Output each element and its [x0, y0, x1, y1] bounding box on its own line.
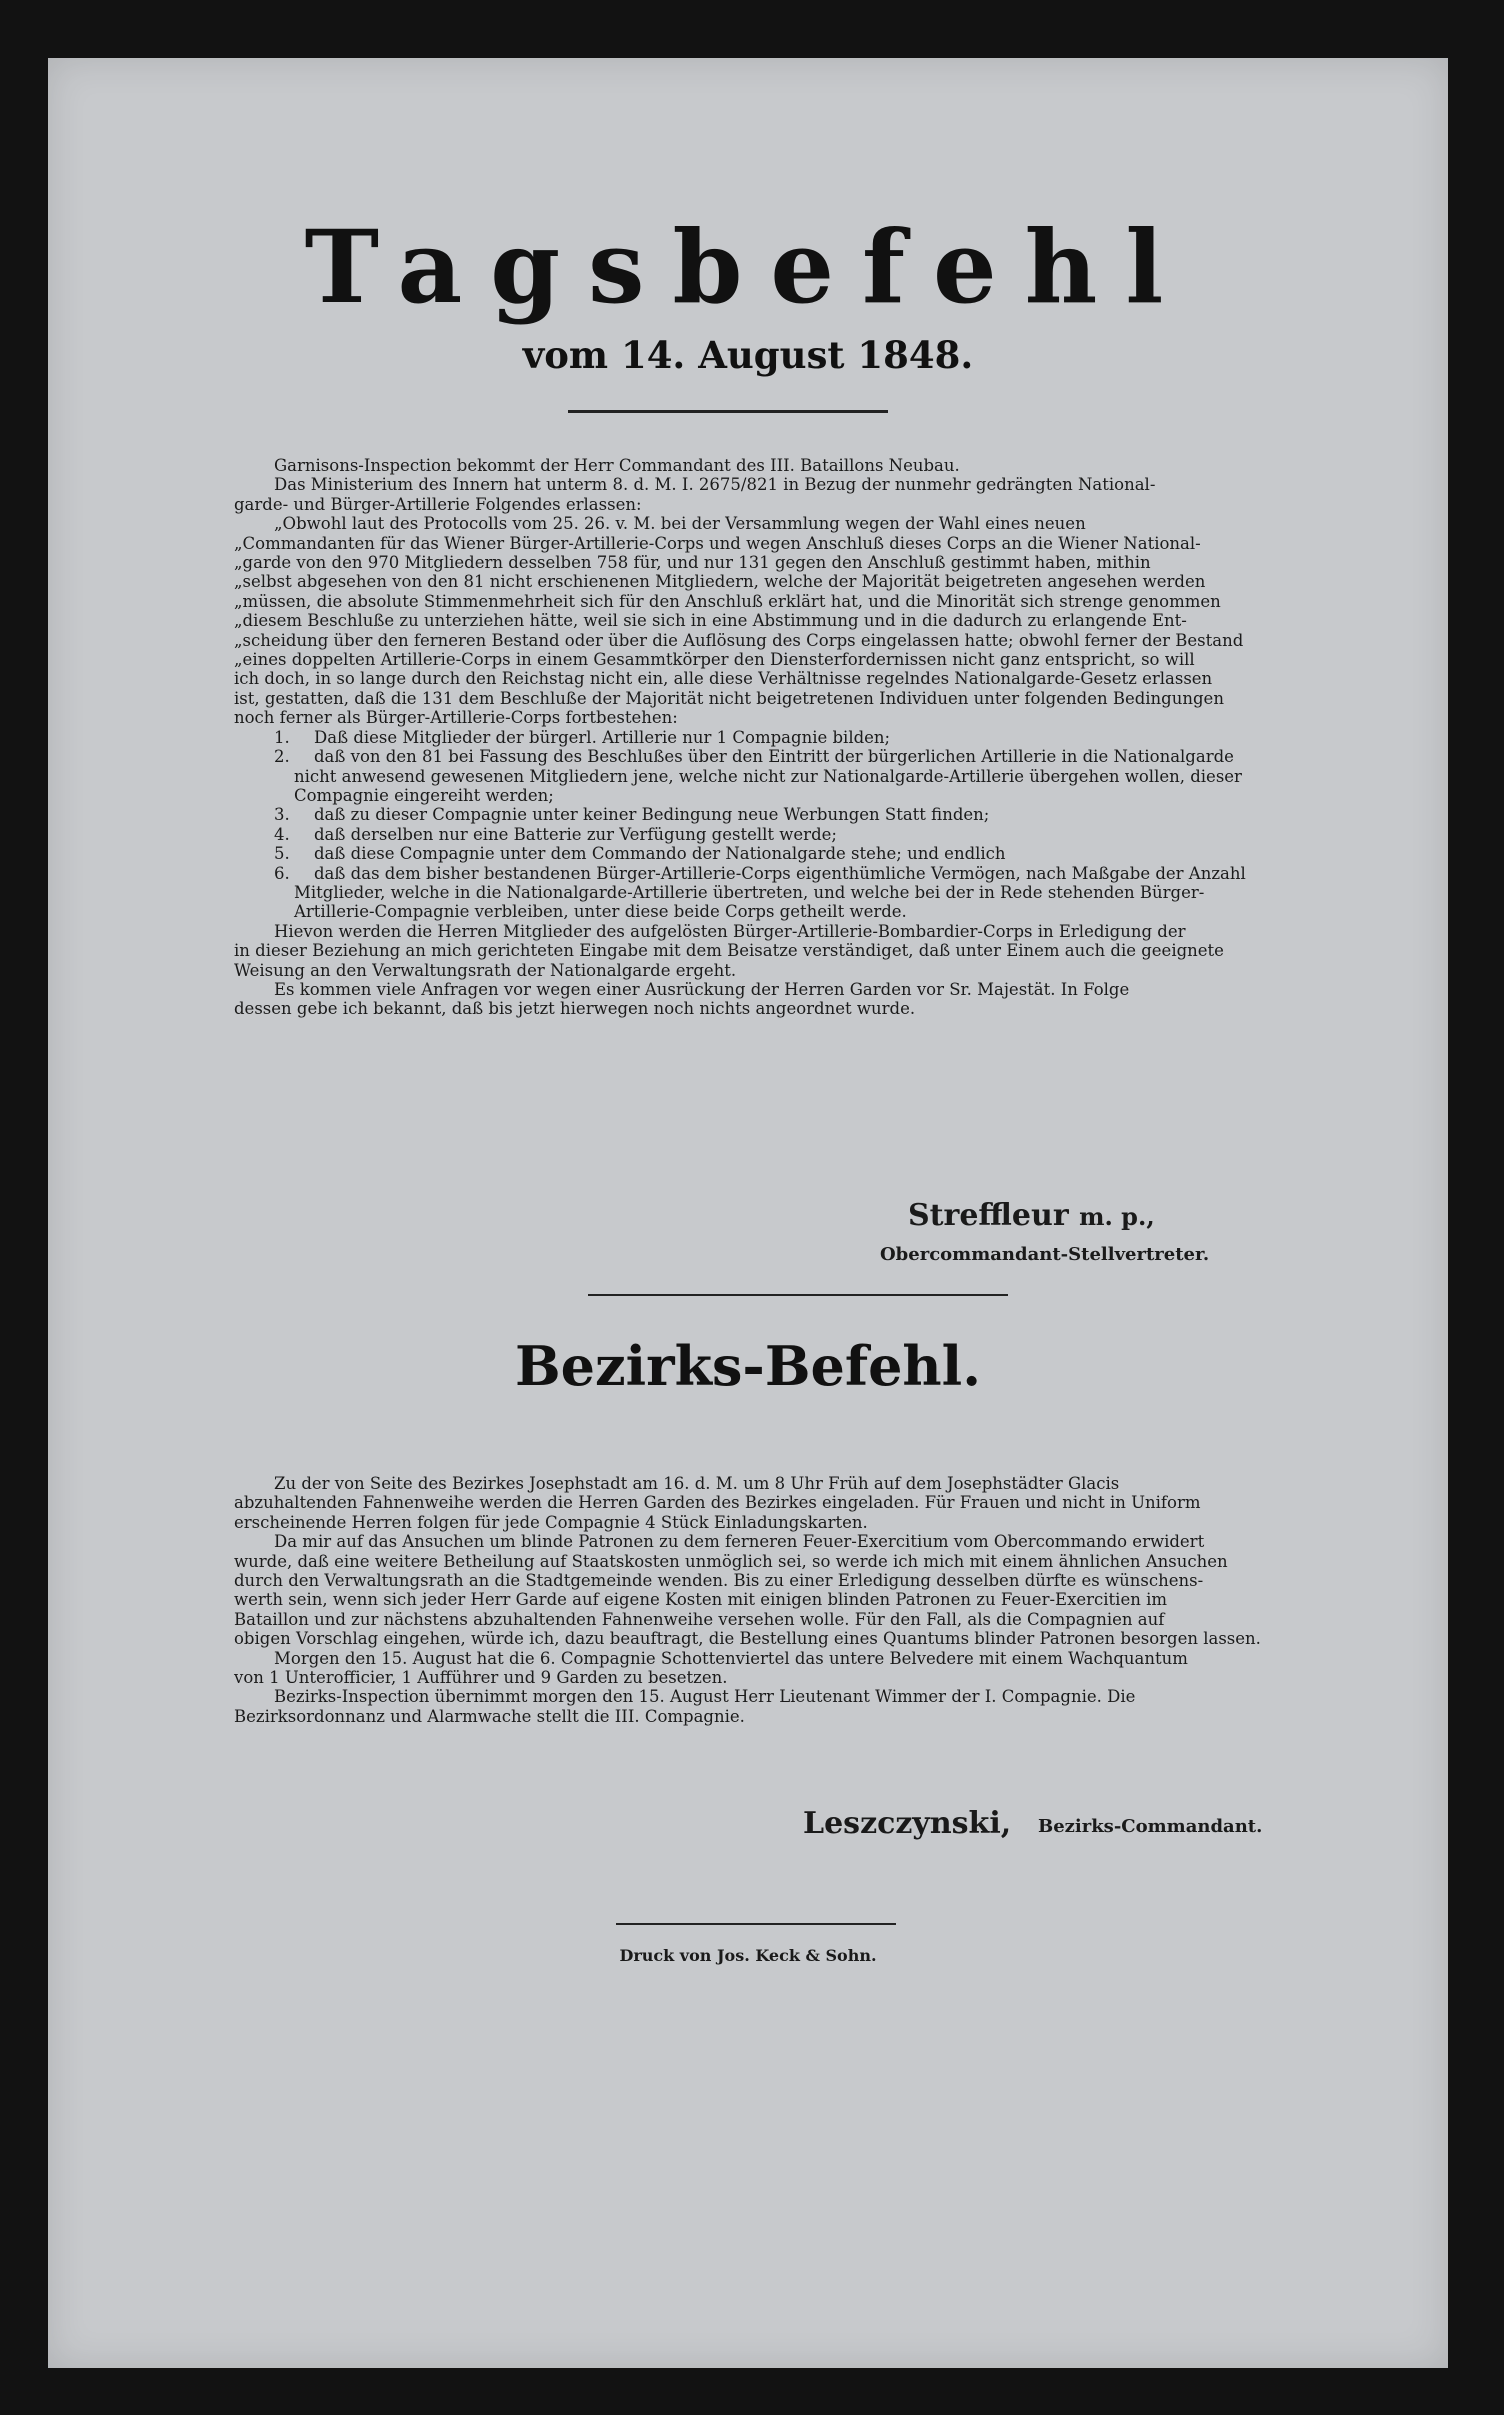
bezirk-line: abzuhaltenden Fahnenweihe werden die Herren Garden des Bezirkes eingeladen. Für Frauen und nicht in Uniform	[234, 1493, 1201, 1513]
condition-item: 6. daß das dem bisher bestandenen Bürger-Artillerie-Corps eigenthümliche Vermögen, nach Maßgabe der Anzahl	[274, 863, 1246, 883]
bezirk-line: erscheinende Herren folgen für jede Compagnie 4 Stück Einladungskarten.	[234, 1512, 868, 1532]
condition-continuation: Compagnie eingereiht werden;	[294, 785, 554, 805]
title-divider	[568, 410, 888, 413]
document-title: Tagsbefehl	[304, 208, 1192, 326]
quote-line: ist, gestatten, daß die 131 dem Beschluße der Majorität nicht beigetretenen Individuen unter folgenden Bedingungen	[234, 688, 1224, 708]
quote-line: „Commandanten für das Wiener Bürger-Artillerie-Corps und wegen Anschluß dieses Corps an die Wiener National-	[234, 533, 1201, 553]
condition-item: 4. daß derselben nur eine Batterie zur Verfügung gestellt werde;	[274, 824, 837, 844]
document-sheet	[48, 58, 1448, 2368]
bezirk-line: Bezirksordonnanz und Alarmwache stellt die III. Compagnie.	[234, 1706, 745, 1726]
bezirk-line: wurde, daß eine weitere Betheilung auf Staatskosten unmöglich sei, so werde ich mich mit einem ähnlichen Ansuchen	[234, 1551, 1228, 1571]
quote-line: „eines doppelten Artillerie-Corps in einem Gesammtkörper den Diensterfordernissen nicht ganz entspricht, so will	[234, 650, 1195, 670]
quote-line: „diesem Beschluße zu unterziehen hätte, weil sie sich in eine Abstimmung und in die dadurch zu erlangende Ent-	[234, 611, 1187, 631]
bezirk-line: Morgen den 15. August hat die 6. Compagnie Schottenviertel das untere Belvedere mit einem Wachquantum	[274, 1648, 1188, 1668]
closing-line: Hievon werden die Herren Mitglieder des aufgelösten Bürger-Artillerie-Bombardier-Corps in Erledigung der	[274, 921, 1186, 941]
printer-imprint: Druck von Jos. Keck & Sohn.	[619, 1946, 877, 1965]
bezirk-line: Bezirks-Inspection übernimmt morgen den 15. August Herr Lieutenant Wimmer der I. Compagnie. Die	[274, 1687, 1136, 1707]
condition-item: 1. Daß diese Mitglieder der bürgerl. Artillerie nur 1 Compagnie bilden;	[274, 727, 891, 747]
intro-line: Das Ministerium des Innern hat unterm 8. d. M. I. 2675/821 in Bezug der nunmehr gedrängten National-	[274, 475, 1156, 495]
signature-role: Bezirks-Commandant.	[1038, 1816, 1263, 1837]
condition-item: 2. daß von den 81 bei Fassung des Beschlußes über den Eintritt der bürgerlichen Artillerie in die Nationalgarde	[274, 747, 1234, 767]
bezirks-befehl-title: Bezirks-Befehl.	[514, 1334, 981, 1398]
quote-line: „müssen, die absolute Stimmenmehrheit sich für den Anschluß erklärt hat, und die Minorität sich strenge genommen	[234, 591, 1221, 611]
condition-item: 3. daß zu dieser Compagnie unter keiner Bedingung neue Werbungen Statt finden;	[274, 805, 990, 825]
quote-line: noch ferner als Bürger-Artillerie-Corps fortbestehen:	[234, 708, 678, 728]
closing-line: in dieser Beziehung an mich gerichteten Eingabe mit dem Beisatze verständiget, daß unter Einem auch die geeignete	[234, 941, 1224, 961]
section-divider	[588, 1294, 1008, 1296]
quote-line: „Obwohl laut des Protocolls vom 25. 26. v. M. bei der Versammlung wegen der Wahl eines neuen	[274, 514, 1086, 534]
closing-line: Weisung an den Verwaltungsrath der Nationalgarde ergeht.	[234, 960, 737, 980]
signature-streffleur	[908, 1198, 1155, 1233]
intro-line: garde- und Bürger-Artillerie Folgendes erlassen:	[234, 494, 642, 514]
condition-continuation: nicht anwesend gewesenen Mitgliedern jene, welche nicht zur Nationalgarde-Artillerie übergehen wollen, dieser	[294, 766, 1242, 786]
bezirk-line: von 1 Unterofficier, 1 Aufführer und 9 Garden zu besetzen.	[234, 1668, 728, 1688]
intro-line: Garnisons-Inspection bekommt der Herr Commandant des III. Bataillons Neubau.	[274, 456, 960, 475]
signature-name: Streffleur	[908, 1198, 1069, 1233]
signature-role: Obercommandant-Stellvertreter.	[880, 1244, 1210, 1265]
bezirk-line: Zu der von Seite des Bezirkes Josephstadt am 16. d. M. um 8 Uhr Früh auf dem Josephstädter Glacis	[274, 1474, 1120, 1493]
condition-continuation: Mitglieder, welche in die Nationalgarde-Artillerie übertreten, und welche bei der in Rede stehenden Bürger-	[294, 882, 1205, 902]
bezirk-line: obigen Vorschlag eingehen, würde ich, dazu beauftragt, die Bestellung eines Quantums blinder Patronen besorgen lassen.	[234, 1629, 1261, 1649]
document-date: vom 14. August 1848.	[522, 333, 974, 377]
condition-continuation: Artillerie-Compagnie verbleiben, unter diese beide Corps getheilt werde.	[294, 902, 907, 922]
condition-item: 5. daß diese Compagnie unter dem Commando der Nationalgarde stehe; und endlich	[274, 844, 1006, 864]
printer-divider	[616, 1923, 896, 1925]
bezirks-befehl-body	[234, 1474, 1304, 1726]
quote-line: „selbst abgesehen von den 81 nicht erschienenen Mitgliedern, welche der Majorität beigetreten angesehen werden	[234, 572, 1206, 592]
quote-line: ich doch, in so lange durch den Reichstag nicht ein, alle diese Verhältnisse regelndes Nationalgarde-Gesetz erlassen	[234, 669, 1213, 689]
quote-line: „garde von den 970 Mitgliedern desselben 758 für, und nur 131 gegen den Anschluß gestimmt haben, mithin	[234, 553, 1151, 573]
bezirk-line: Bataillon und zur nächstens abzuhaltenden Fahnenweihe versehen wolle. Für den Fall, als die Compagnien auf	[234, 1609, 1165, 1629]
bezirk-line: Da mir auf das Ansuchen um blinde Patronen zu dem ferneren Feuer-Exercitium vom Obercommando erwidert	[274, 1532, 1205, 1552]
quote-line: „scheidung über den ferneren Bestand oder über die Auflösung des Corps eingelassen hatte; obwohl ferner der Bestand	[234, 630, 1244, 650]
closing-line: Es kommen viele Anfragen vor wegen einer Ausrückung der Herren Garden vor Sr. Majestät. In Folge	[274, 979, 1130, 999]
bezirk-line: werth sein, wenn sich jeder Herr Garde auf eigene Kosten mit einigen blinden Patronen zu Feuer-Exercitien im	[234, 1590, 1168, 1610]
tagsbefehl-body	[234, 456, 1304, 1019]
bezirk-line: durch den Verwaltungsrath an die Stadtgemeinde wenden. Bis zu einer Erledigung desselben dürfte es wünschens-	[234, 1571, 1204, 1591]
signature-leszczynski: Leszczynski,	[803, 1806, 1012, 1841]
signature-suffix: m. p.,	[1079, 1202, 1155, 1231]
closing-line: dessen gebe ich bekannt, daß bis jetzt hierwegen noch nichts angeordnet wurde.	[234, 999, 916, 1019]
